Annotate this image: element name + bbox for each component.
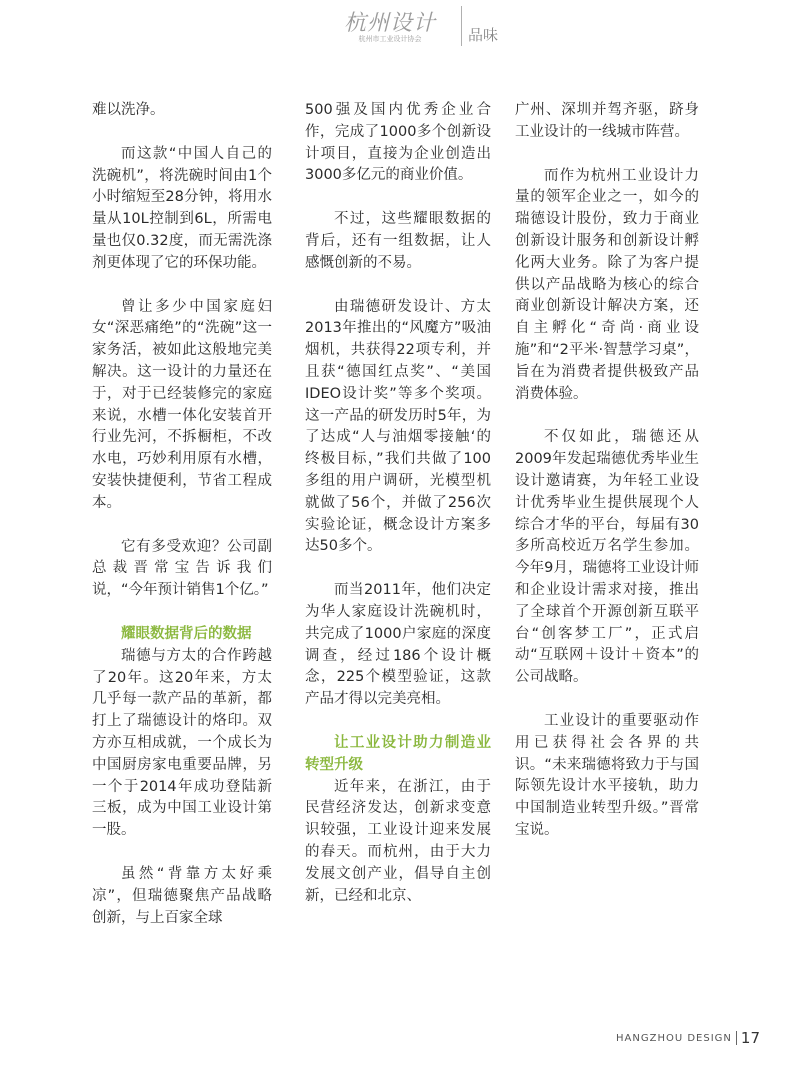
paragraph: 曾让多少中国家庭妇女“深恶痛绝”的“洗碗”这一家务活，被如此这般地完美解决。这一设计的力量还在于，对于已经装修完的家庭来说，水槽一体化安装首开行业先河，不拆橱柜，不改水电，巧妙利用原有水槽，安装快捷便利，节省工程成本。 (92, 298, 272, 511)
section-title: 品味 (468, 26, 499, 44)
paragraph: 而这款“中国人自己的洗碗机”，将洗碗时间由1个小时缩短至28分钟，将用水量从10L控制到6L，所需电量也仅0.32度，而无需洗涤剂更体现了它的环保功能。 (92, 145, 272, 271)
paragraph: 瑞德与方太的合作跨越了20年。这20年来，方太几乎每一款产品的革新，都打上了瑞德设计的烙印。双方亦互相成就，一个成长为中国厨房家电重要品牌，另一个于2014年成功登陆新三板，成为中国工业设计第一股。 (92, 647, 272, 839)
paragraph: 而当2011年，他们决定为华人家庭设计洗碗机时，共完成了1000户家庭的深度调查，经过186个设计概念，225个模型验证，这款产品才得以完美亮相。 (305, 582, 491, 708)
paragraph: 不仅如此，瑞德还从2009年发起瑞德优秀毕业生设计邀请赛，为年轻工业设计优秀毕业生提供展现个人综合才华的平台，每届有30多所高校近万名学生参加。今年9月，瑞德将工业设计师和企业设计需求对接，推出了全球首个开源创新互联平台“创客梦工厂”，正式启动“互联网＋设计＋资本”的公司战略。 (515, 429, 699, 686)
logo-subtitle: 杭州市工业设计协会 (358, 35, 422, 43)
paragraph: 而作为杭州工业设计力量的领军企业之一，如今的瑞德设计股份，致力于商业创新设计服务和创新设计孵化两大业务。除了为客户提供以产品战略为核心的综合商业创新设计解决方案，还自主孵化“奇尚·商业设施”和“2平米·智慧学习桌”，旨在为消费者提供极致产品消费体验。 (515, 167, 699, 402)
paragraph: 广州、深圳并驾齐驱，跻身工业设计的一线城市阵营。 (515, 102, 699, 140)
logo-calligraphy: 杭州设计 (343, 11, 436, 36)
paragraph: 不过，这些耀眼数据的背后，还有一组数据，让人感慨创新的不易。 (305, 211, 491, 271)
paragraph: 由瑞德研发设计、方太2013年推出的“风魔方”吸油烟机，共获得22项专利，并且获“德国红点奖”、“美国IDEO设计奖”等多个奖项。这一产品的研发历时5年，为了达成“人与油烟零接触‘的终极目标，”我们共做了100多组的用户调研，光模型机就做了56个，并做了256次实验论证，概念设计方案多达50多个。 (305, 298, 491, 555)
page-footer (616, 1029, 760, 1047)
section-heading: 耀眼数据背后的数据 (121, 625, 252, 642)
header-divider (461, 6, 462, 46)
section-heading: 让工业设计助力制造业转型升级 (305, 734, 491, 773)
text-column-2 (305, 100, 491, 929)
paragraph: 近年来，在浙江，由于民营经济发达，创新求变意识较强，工业设计迎来发展的春天。而杭州，由于大力发展文创产业，倡导自主创新，已经和北京、 (305, 778, 491, 904)
page-header (320, 0, 520, 52)
footer-label: HANGZHOU DESIGN (616, 1033, 732, 1044)
paragraph: 它有多受欢迎？公司副总裁晋常宝告诉我们说，“今年预计销售1个亿。” (92, 538, 272, 599)
paragraph: 难以洗净。 (92, 102, 165, 118)
paragraph: 500强及国内优秀企业合作，完成了1000多个创新设计项目，直接为企业创造出3000多亿元的商业价值。 (305, 102, 491, 184)
footer-divider (736, 1031, 737, 1045)
page-number: 17 (740, 1029, 760, 1047)
paragraph: 工业设计的重要驱动作用已获得社会各界的共识。“未来瑞德将致力于与国际领先设计水平接轨，助力中国制造业转型升级。”晋常宝说。 (515, 712, 699, 838)
text-column-3 (515, 100, 699, 864)
paragraph: 虽然“背靠方太好乘凉”，但瑞德聚焦产品战略创新，与上百家全球 (92, 865, 272, 926)
text-column-1 (92, 100, 272, 951)
